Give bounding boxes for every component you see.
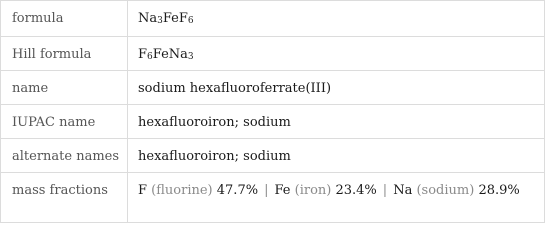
fraction-symbol: F [138,183,148,198]
hill-formula-value [128,37,545,71]
row-label: name [1,71,128,105]
fraction-symbol: Fe [274,183,291,198]
iupac-name-value: hexafluoroiron; sodium [128,105,545,139]
fraction-element: (fluorine) [151,183,213,198]
formula-part: F [138,47,148,62]
fraction-percent: 47.7% [216,183,259,198]
formula-value [128,1,545,37]
table-row-name [1,71,545,105]
formula-part: Na [138,11,158,26]
table-row-mass-fractions [1,173,545,223]
table-row-alternate-names [1,139,545,173]
row-label: formula [1,1,128,37]
fraction-element: (iron) [294,183,332,198]
table-row-iupac-name [1,105,545,139]
row-label: IUPAC name [1,105,128,139]
formula-part: FeF [162,11,188,26]
alternate-names-value: hexafluoroiron; sodium [128,139,545,173]
row-label: alternate names [1,139,128,173]
fraction-separator: | [264,183,269,198]
row-label: mass fractions [1,173,128,223]
formula-subscript: 6 [147,52,153,62]
formula-subscript: 3 [187,52,194,62]
mass-fractions-value [128,173,545,223]
formula-part: FeNa [152,47,188,62]
fraction-element: (sodium) [416,183,475,198]
name-value: sodium hexafluoroferrate(III) [128,71,545,105]
formula-subscript: 6 [187,16,194,26]
fraction-separator: | [382,183,388,198]
fraction-percent: 28.9% [478,183,520,198]
formula-subscript: 3 [157,16,163,26]
fraction-percent: 23.4% [335,183,377,198]
table-row-hill-formula [1,37,545,71]
row-label: Hill formula [1,37,128,71]
fraction-symbol: Na [393,183,413,198]
table-row-formula [1,1,545,37]
